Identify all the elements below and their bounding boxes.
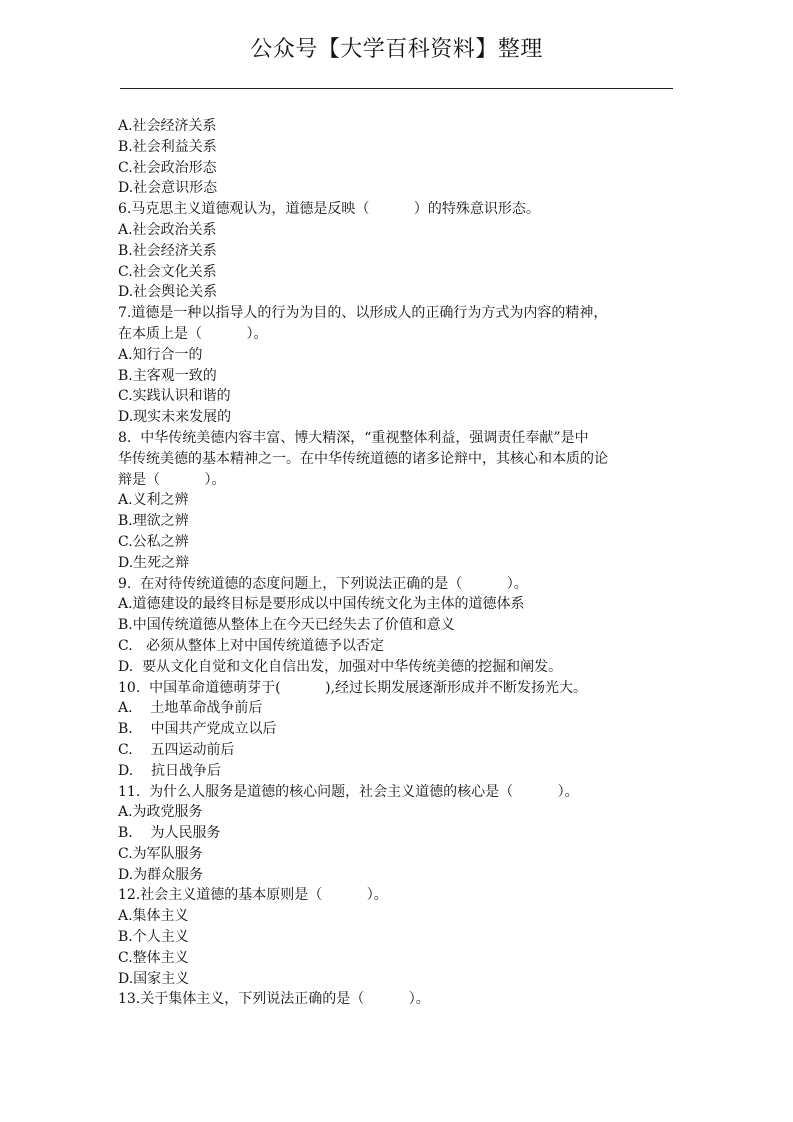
text-line: 11. 为什么人服务是道德的核心问题，社会主义道德的核心是（ ）。: [118, 783, 579, 800]
text-line: D.社会意识形态: [118, 180, 218, 197]
page-header-title: 公众号【大学百科资料】整理: [250, 37, 543, 62]
document-body: [118, 116, 678, 1010]
text-line: 在本质上是（ ）。: [118, 325, 268, 342]
text-line: C.公私之辨: [118, 533, 189, 550]
text-line: 13.关于集体主义，下列说法正确的是（ ）。: [118, 991, 430, 1008]
text-line: B.个人主义: [118, 929, 189, 946]
text-line: D. 抗日战争后: [118, 762, 221, 779]
text-line: D.现实未来发展的: [118, 409, 232, 426]
text-line: D.生死之辩: [118, 554, 190, 571]
text-line: 12.社会主义道德的基本原则是（ ）。: [118, 887, 388, 904]
text-line: B.理欲之辨: [118, 513, 189, 530]
text-line: D.国家主义: [118, 970, 190, 987]
text-line: A.社会政治关系: [118, 221, 217, 238]
text-line: B.社会经济关系: [118, 242, 217, 259]
text-line: A.道德建设的最终目标是要形成以中国传统文化为主体的道德体系: [118, 596, 525, 613]
text-line: C.整体主义: [118, 949, 189, 966]
text-line: B.主客观一致的: [118, 367, 217, 384]
text-line: C.为军队服务: [118, 845, 203, 862]
text-line: A.集体主义: [118, 908, 189, 925]
text-line: A.义利之辨: [118, 492, 189, 509]
text-line: D.社会舆论关系: [118, 284, 218, 301]
text-line: 辩是（ ）。: [118, 471, 226, 488]
text-line: 9. 在对待传统道德的态度问题上，下列说法正确的是（ ）。: [118, 575, 528, 592]
text-line: A.知行合一的: [118, 346, 203, 363]
text-line: 华传统美德的基本精神之一。在中华传统道德的诸多论辩中，其核心和本质的论: [118, 450, 608, 467]
text-line: A.社会经济关系: [118, 118, 217, 134]
text-line: B. 中国共产党成立以后: [118, 721, 277, 738]
text-line: D. 要从文化自觉和文化自信出发，加强对中华传统美德的挖掘和阐发。: [118, 658, 563, 675]
text-line: A.为政党服务: [118, 804, 203, 821]
text-line: D.为群众服务: [118, 866, 204, 883]
text-line: B.中国传统道德从整体上在今天已经失去了价值和意义: [118, 617, 455, 634]
text-line: 10. 中国革命道德萌芽于( ),经过长期发展逐渐形成并不断发扬光大。: [118, 679, 588, 696]
text-line: B.社会利益关系: [118, 138, 217, 155]
header-divider: [120, 88, 673, 89]
text-line: 8. 中华传统美德内容丰富、博大精深，“重视整体利益，强调责任奉献”是中: [118, 429, 589, 446]
text-line: 6.马克思主义道德观认为，道德是反映（ ）的特殊意识形态。: [118, 201, 540, 218]
text-line: C. 五四运动前后: [118, 741, 235, 758]
text-line: A. 土地革命战争前后: [118, 700, 263, 717]
text-line: C.社会文化关系: [118, 263, 217, 280]
text-line: C. 必须从整体上对中国传统道德予以否定: [118, 637, 385, 654]
text-line: B. 为人民服务: [118, 825, 221, 842]
text-line: 7.道德是一种以指导人的行为为目的、以形成人的正确行为方式为内容的精神，: [118, 305, 608, 322]
text-line: C.实践认识和谐的: [118, 388, 231, 405]
text-line: C.社会政治形态: [118, 159, 217, 176]
